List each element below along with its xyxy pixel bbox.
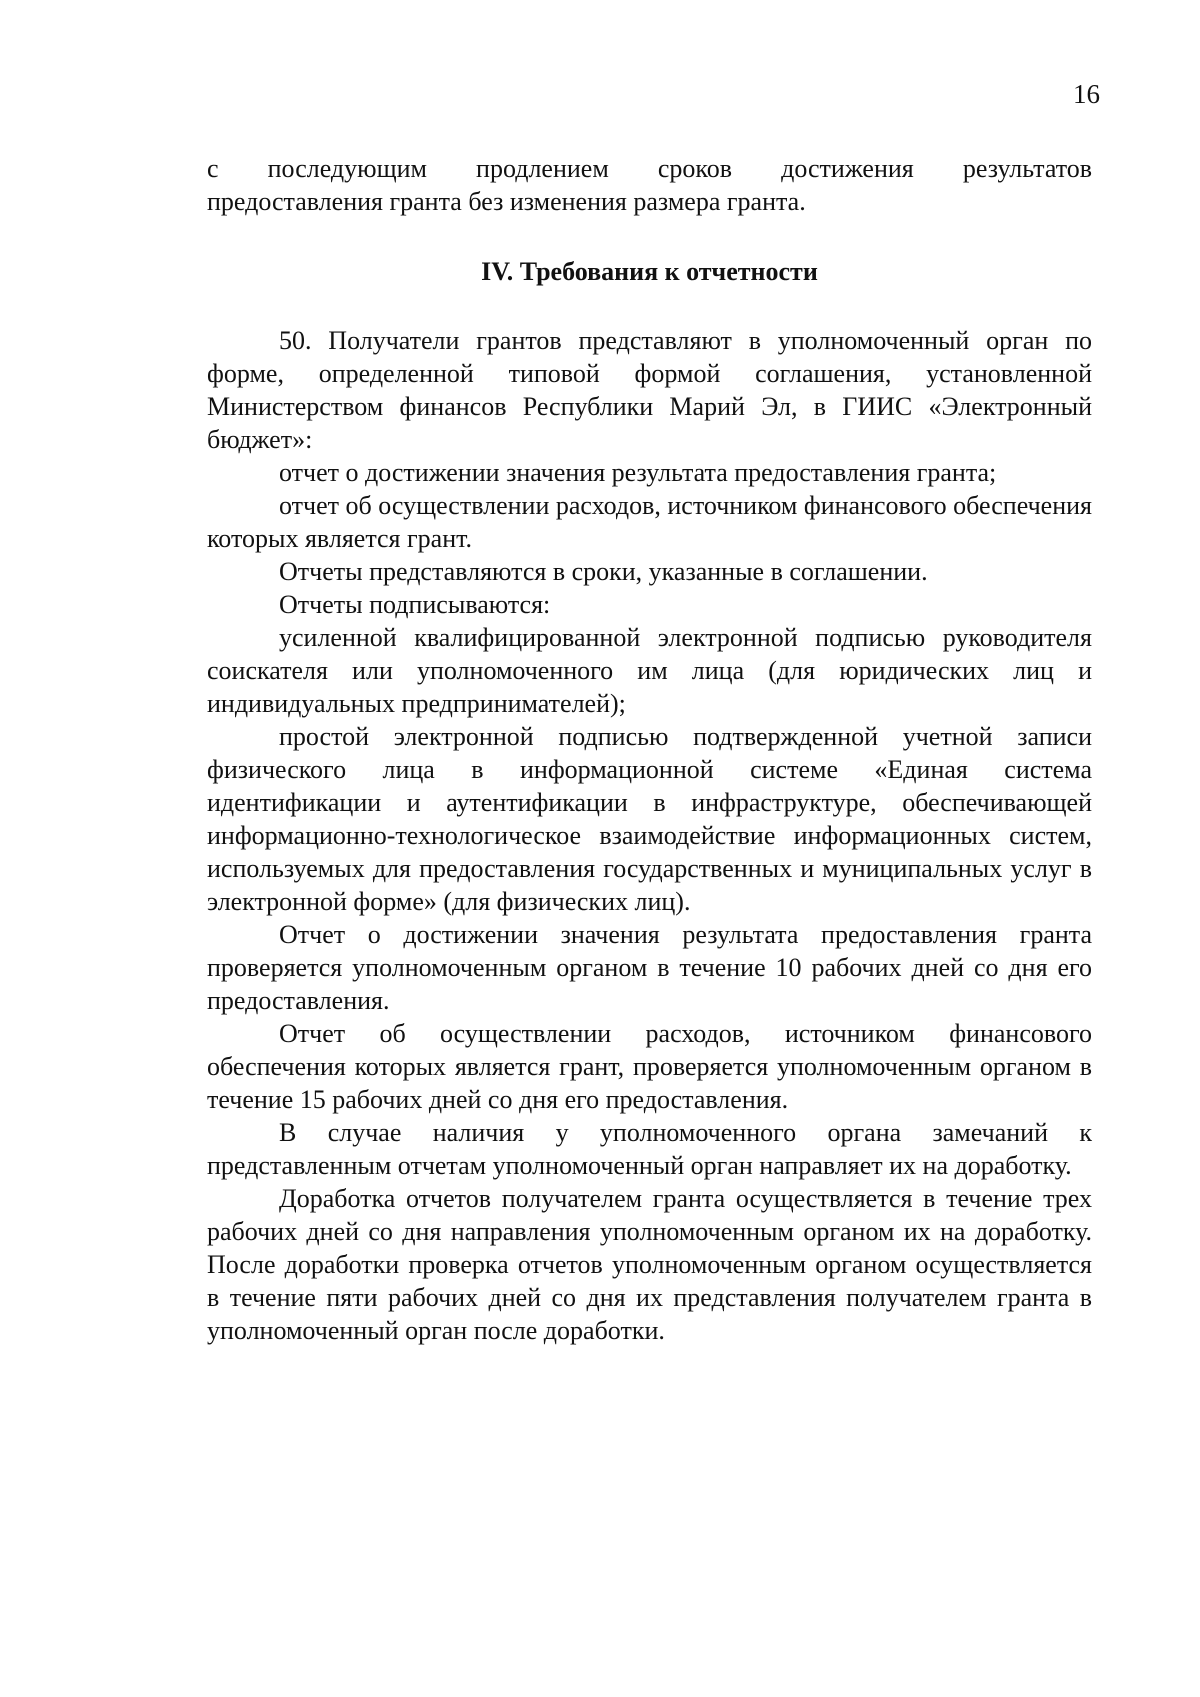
paragraph-expenses-check: Отчет об осуществлении расходов, источником финансового обеспечения которых является грант, проверяется уполномоченным органом в течение 15 рабочих дней со дня его предоставления. [207, 1019, 1092, 1114]
paragraph-result-check: Отчет о достижении значения результата предоставления гранта проверяется уполномоченным органом в течение 10 рабочих дней со дня его предоставления. [207, 920, 1092, 1015]
document-body [207, 152, 1092, 1347]
page-number: 16 [1073, 79, 1100, 109]
continuation-line-2: предоставления гранта без изменения размера гранта. [207, 187, 806, 216]
section-heading: IV. Требования к отчетности [481, 257, 818, 286]
signature-item-qualified: усиленной квалифицированной электронной подписью руководителя соискателя или уполномоченного им лица (для юридических лиц и индивидуальных предпринимателей); [207, 623, 1092, 718]
paragraph-revision: Доработка отчетов получателем гранта осуществляется в течение трех рабочих дней со дня направления уполномоченным органом их на доработку. После доработки проверка отчетов уполномоченным органом осуществляется в течение пяти рабочих дней со дня их представления получателем гранта в уполномоченный орган после доработки. [207, 1184, 1092, 1345]
paragraph-reports-signed: Отчеты подписываются: [279, 590, 551, 619]
paragraph-report-deadlines: Отчеты представляются в сроки, указанные в соглашении. [279, 557, 928, 586]
continuation-line-1: с последующим продлением сроков достижения результатов [207, 154, 1092, 183]
paragraph-remarks: В случае наличия у уполномоченного органа замечаний к представленным отчетам уполномоченный орган направляет их на доработку. [207, 1118, 1092, 1180]
report-item-expenses: отчет об осуществлении расходов, источником финансового обеспечения которых является грант. [207, 491, 1092, 553]
report-item-result: отчет о достижении значения результата предоставления гранта; [279, 458, 997, 487]
paragraph-50: 50. Получатели грантов представляют в уполномоченный орган по форме, определенной типовой формой соглашения, установленной Министерством финансов Республики Марий Эл, в ГИИС «Электронный бюджет»: [207, 326, 1092, 454]
signature-item-simple: простой электронной подписью подтвержденной учетной записи физического лица в информационной системе «Единая система идентификации и аутентификации в инфраструктуре, обеспечивающей информационно-технологическое взаимодействие информационных систем, используемых для предоставления государственных и муниципальных услуг в электронной форме» (для физических лиц). [207, 722, 1092, 916]
